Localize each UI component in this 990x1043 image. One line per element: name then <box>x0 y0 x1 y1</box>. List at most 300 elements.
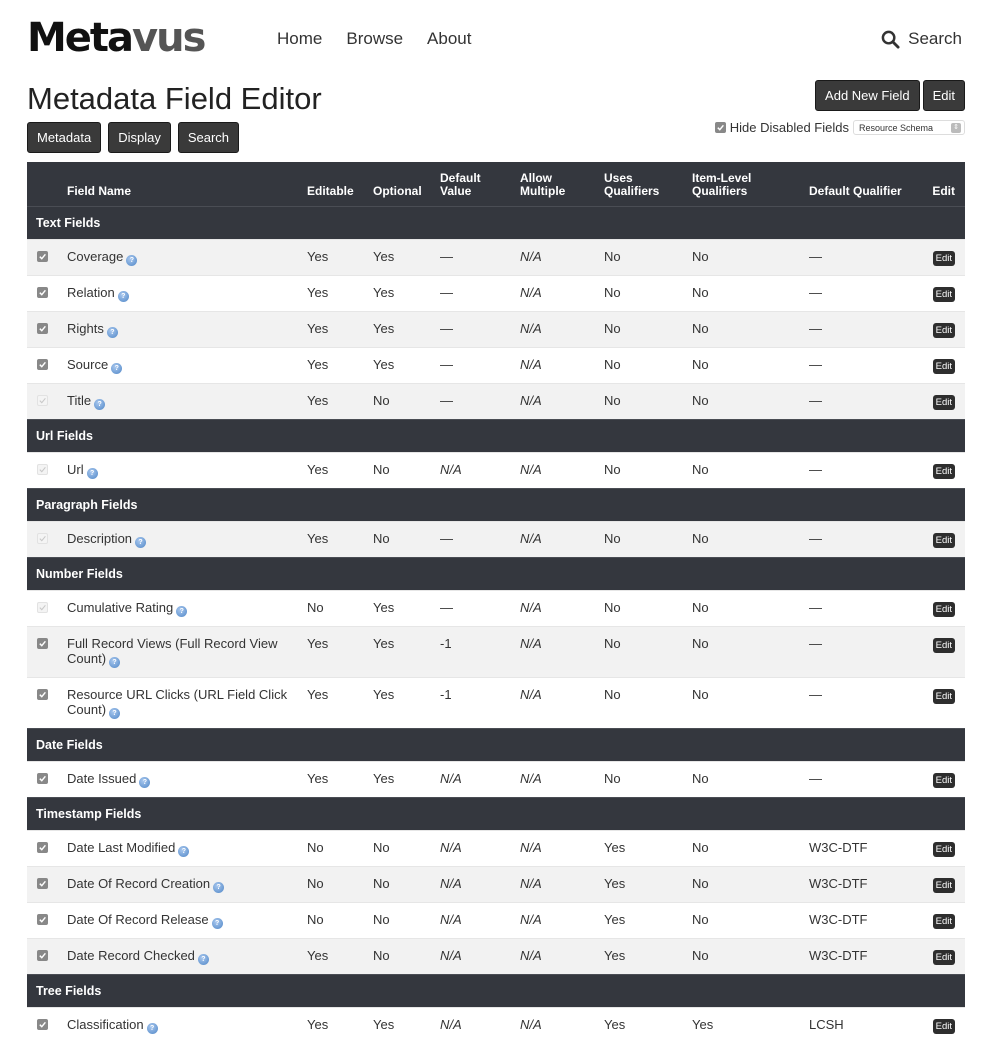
allow-multiple-cell: N/A <box>516 453 600 489</box>
check-icon <box>38 915 47 924</box>
field-name-cell <box>63 831 303 867</box>
col-editable: Editable <box>303 162 369 207</box>
field-name-cell <box>63 348 303 384</box>
edit-cell <box>921 348 965 384</box>
field-name-cell <box>63 627 303 678</box>
help-icon[interactable]: ? <box>107 327 118 338</box>
table-row <box>27 240 965 276</box>
edit-field-button[interactable]: Edit <box>933 464 955 479</box>
editable-cell: No <box>303 903 369 939</box>
default-value-cell: -1 <box>436 627 516 678</box>
default-value-cell: — <box>436 312 516 348</box>
optional-cell: No <box>369 939 436 975</box>
optional-cell: No <box>369 522 436 558</box>
edit-field-button[interactable]: Edit <box>933 395 955 410</box>
select-arrows-icon: ⇕ <box>951 123 961 133</box>
field-name-cell <box>63 939 303 975</box>
editable-cell: Yes <box>303 312 369 348</box>
default-value-cell: N/A <box>436 1008 516 1043</box>
optional-cell: No <box>369 384 436 420</box>
field-name-cell <box>63 276 303 312</box>
enabled-cell <box>27 903 63 939</box>
uses-qualifiers-cell: Yes <box>600 867 688 903</box>
default-qualifier-cell: — <box>805 762 921 798</box>
field-name-cell <box>63 867 303 903</box>
check-icon <box>38 951 47 960</box>
section-title: Paragraph Fields <box>27 489 965 522</box>
enabled-checkbox[interactable] <box>37 1019 48 1030</box>
default-qualifier-cell: W3C-DTF <box>805 867 921 903</box>
table-row <box>27 831 965 867</box>
check-icon <box>38 252 47 261</box>
allow-multiple-cell: N/A <box>516 348 600 384</box>
table-row <box>27 348 965 384</box>
default-qualifier-cell: — <box>805 312 921 348</box>
allow-multiple-cell: N/A <box>516 762 600 798</box>
edit-cell <box>921 939 965 975</box>
edit-cell <box>921 678 965 729</box>
uses-qualifiers-cell: No <box>600 312 688 348</box>
edit-field-button[interactable]: Edit <box>933 359 955 374</box>
section-title: Url Fields <box>27 420 965 453</box>
default-value-cell: N/A <box>436 453 516 489</box>
allow-multiple-cell: N/A <box>516 1008 600 1043</box>
uses-qualifiers-cell: No <box>600 678 688 729</box>
uses-qualifiers-cell: Yes <box>600 831 688 867</box>
check-icon <box>38 603 47 612</box>
edit-cell <box>921 1008 965 1043</box>
edit-field-button[interactable]: Edit <box>933 251 955 266</box>
allow-multiple-cell: N/A <box>516 867 600 903</box>
default-value-cell: — <box>436 276 516 312</box>
editable-cell: Yes <box>303 348 369 384</box>
edit-field-button[interactable]: Edit <box>933 323 955 338</box>
uses-qualifiers-cell: No <box>600 384 688 420</box>
optional-cell: Yes <box>369 591 436 627</box>
editable-cell: No <box>303 867 369 903</box>
table-row <box>27 384 965 420</box>
optional-cell: Yes <box>369 240 436 276</box>
enabled-cell <box>27 276 63 312</box>
section-title: Number Fields <box>27 558 965 591</box>
uses-qualifiers-cell: No <box>600 240 688 276</box>
help-icon[interactable]: ? <box>94 399 105 410</box>
table-row <box>27 939 965 975</box>
enabled-cell <box>27 867 63 903</box>
section-title: Date Fields <box>27 729 965 762</box>
help-icon[interactable]: ? <box>139 777 150 788</box>
editable-cell: Yes <box>303 453 369 489</box>
item-level-qualifiers-cell: No <box>688 276 805 312</box>
default-qualifier-cell: — <box>805 591 921 627</box>
edit-cell <box>921 453 965 489</box>
field-name-cell <box>63 240 303 276</box>
col-uses-qualifiers: Uses Qualifiers <box>600 162 688 207</box>
default-qualifier-cell: — <box>805 627 921 678</box>
section-title: Timestamp Fields <box>27 798 965 831</box>
edit-cell <box>921 903 965 939</box>
item-level-qualifiers-cell: No <box>688 939 805 975</box>
allow-multiple-cell: N/A <box>516 240 600 276</box>
table-row <box>27 678 965 729</box>
optional-cell: Yes <box>369 312 436 348</box>
optional-cell: Yes <box>369 1008 436 1043</box>
uses-qualifiers-cell: No <box>600 591 688 627</box>
item-level-qualifiers-cell: No <box>688 867 805 903</box>
item-level-qualifiers-cell: No <box>688 348 805 384</box>
nav-about[interactable]: About <box>427 29 472 48</box>
uses-qualifiers-cell: No <box>600 522 688 558</box>
default-value-cell: N/A <box>436 762 516 798</box>
edit-field-button[interactable]: Edit <box>933 878 955 893</box>
allow-multiple-cell: N/A <box>516 939 600 975</box>
uses-qualifiers-cell: No <box>600 627 688 678</box>
field-name: Date Of Record Creation <box>67 876 211 892</box>
default-value-cell: — <box>436 384 516 420</box>
item-level-qualifiers-cell: No <box>688 240 805 276</box>
field-name: Rights <box>67 321 104 337</box>
help-icon[interactable]: ? <box>212 918 223 929</box>
col-field-name: Field Name <box>63 162 303 207</box>
optional-cell: Yes <box>369 276 436 312</box>
help-icon[interactable]: ? <box>109 708 120 719</box>
section-header <box>27 729 965 762</box>
edit-cell <box>921 522 965 558</box>
fields-table <box>27 162 965 1043</box>
section-header <box>27 420 965 453</box>
tab-display[interactable]: Display <box>108 122 171 153</box>
edit-cell <box>921 591 965 627</box>
nav-browse[interactable]: Browse <box>346 29 404 48</box>
item-level-qualifiers-cell: Yes <box>688 1008 805 1043</box>
field-name: Date Record Checked <box>67 948 195 964</box>
field-name: Coverage <box>67 249 124 265</box>
edit-cell <box>921 384 965 420</box>
edit-cell <box>921 867 965 903</box>
default-qualifier-cell: — <box>805 453 921 489</box>
check-icon <box>38 465 47 474</box>
allow-multiple-cell: N/A <box>516 831 600 867</box>
field-name: Relation <box>67 285 115 301</box>
section-header <box>27 489 965 522</box>
enabled-checkbox[interactable] <box>37 950 48 961</box>
schema-select-value: Resource Schema <box>859 122 934 133</box>
title-row <box>27 80 965 162</box>
edit-schema-button[interactable]: Edit <box>923 80 965 111</box>
table-row <box>27 522 965 558</box>
editable-cell: Yes <box>303 678 369 729</box>
editable-cell: No <box>303 591 369 627</box>
editable-cell: Yes <box>303 384 369 420</box>
allow-multiple-cell: N/A <box>516 522 600 558</box>
edit-cell <box>921 276 965 312</box>
uses-qualifiers-cell: No <box>600 348 688 384</box>
add-new-field-button[interactable]: Add New Field <box>815 80 920 111</box>
default-value-cell: — <box>436 522 516 558</box>
edit-cell <box>921 627 965 678</box>
item-level-qualifiers-cell: No <box>688 312 805 348</box>
default-value-cell: N/A <box>436 831 516 867</box>
edit-field-button[interactable]: Edit <box>933 638 955 653</box>
col-item-level-qualifiers: Item-Level Qualifiers <box>688 162 805 207</box>
help-icon[interactable]: ? <box>118 291 129 302</box>
field-name-cell <box>63 903 303 939</box>
edit-field-button[interactable]: Edit <box>933 689 955 704</box>
check-icon <box>38 879 47 888</box>
enabled-checkbox[interactable] <box>37 689 48 700</box>
field-name-cell <box>63 1008 303 1043</box>
optional-cell: No <box>369 867 436 903</box>
uses-qualifiers-cell: No <box>600 276 688 312</box>
editable-cell: Yes <box>303 1008 369 1043</box>
optional-cell: Yes <box>369 348 436 384</box>
editor-tabs <box>27 122 239 153</box>
enabled-checkbox[interactable] <box>37 842 48 853</box>
check-icon <box>38 774 47 783</box>
field-name-cell <box>63 522 303 558</box>
edit-field-button[interactable]: Edit <box>933 842 955 857</box>
default-qualifier-cell: — <box>805 240 921 276</box>
allow-multiple-cell: N/A <box>516 627 600 678</box>
allow-multiple-cell: N/A <box>516 903 600 939</box>
default-value-cell: — <box>436 240 516 276</box>
enabled-checkbox <box>37 395 48 406</box>
section-title: Text Fields <box>27 207 965 240</box>
enabled-cell <box>27 312 63 348</box>
enabled-checkbox <box>37 464 48 475</box>
enabled-cell <box>27 384 63 420</box>
optional-cell: Yes <box>369 762 436 798</box>
table-row <box>27 453 965 489</box>
field-name: Date Last Modified <box>67 840 176 856</box>
top-bar <box>27 0 965 80</box>
enabled-checkbox[interactable] <box>37 878 48 889</box>
editable-cell: Yes <box>303 762 369 798</box>
editable-cell: No <box>303 831 369 867</box>
col-allow-multiple: Allow Multiple <box>516 162 600 207</box>
field-name: Resource URL Clicks (URL Field Click Count) <box>67 687 288 718</box>
col-default-qualifier: Default Qualifier <box>805 162 921 207</box>
field-name-cell <box>63 312 303 348</box>
logo[interactable] <box>27 15 205 61</box>
allow-multiple-cell: N/A <box>516 591 600 627</box>
help-icon[interactable]: ? <box>135 537 146 548</box>
enabled-checkbox[interactable] <box>37 638 48 649</box>
default-qualifier-cell: W3C-DTF <box>805 939 921 975</box>
allow-multiple-cell: N/A <box>516 384 600 420</box>
field-name: Date Issued <box>67 771 137 787</box>
default-qualifier-cell: W3C-DTF <box>805 903 921 939</box>
enabled-checkbox[interactable] <box>37 359 48 370</box>
edit-cell <box>921 240 965 276</box>
page-actions <box>815 80 965 111</box>
help-icon[interactable]: ? <box>109 657 120 668</box>
optional-cell: Yes <box>369 678 436 729</box>
tab-search[interactable]: Search <box>178 122 239 153</box>
section-header <box>27 798 965 831</box>
editable-cell: Yes <box>303 627 369 678</box>
default-qualifier-cell: W3C-DTF <box>805 831 921 867</box>
allow-multiple-cell: N/A <box>516 276 600 312</box>
table-row <box>27 312 965 348</box>
hide-disabled-checkbox[interactable] <box>715 122 726 133</box>
check-icon <box>38 639 47 648</box>
enabled-cell <box>27 522 63 558</box>
check-icon <box>716 123 725 132</box>
default-value-cell: N/A <box>436 903 516 939</box>
enabled-checkbox[interactable] <box>37 914 48 925</box>
field-name-cell <box>63 384 303 420</box>
enabled-checkbox[interactable] <box>37 323 48 334</box>
check-icon <box>38 1020 47 1029</box>
item-level-qualifiers-cell: No <box>688 678 805 729</box>
check-icon <box>38 690 47 699</box>
edit-field-button[interactable]: Edit <box>933 602 955 617</box>
hide-disabled-label: Hide Disabled Fields <box>729 120 849 135</box>
main-nav <box>277 29 471 49</box>
field-name: Date Of Record Release <box>67 912 209 928</box>
search-icon <box>881 30 900 49</box>
item-level-qualifiers-cell: No <box>688 831 805 867</box>
field-name: Cumulative Rating <box>67 600 174 616</box>
optional-cell: Yes <box>369 627 436 678</box>
help-icon[interactable]: ? <box>126 255 137 266</box>
col-default-value: Default Value <box>436 162 516 207</box>
default-value-cell: -1 <box>436 678 516 729</box>
default-value-cell: — <box>436 348 516 384</box>
item-level-qualifiers-cell: No <box>688 762 805 798</box>
editable-cell: Yes <box>303 939 369 975</box>
enabled-cell <box>27 453 63 489</box>
enabled-checkbox[interactable] <box>37 251 48 262</box>
check-icon <box>38 324 47 333</box>
allow-multiple-cell: N/A <box>516 678 600 729</box>
default-qualifier-cell: — <box>805 678 921 729</box>
page-title: Metadata Field Editor <box>27 81 322 116</box>
search-label: Search <box>908 29 962 48</box>
default-value-cell: — <box>436 591 516 627</box>
enabled-cell <box>27 591 63 627</box>
table-row <box>27 1008 965 1043</box>
uses-qualifiers-cell: Yes <box>600 1008 688 1043</box>
tab-metadata[interactable]: Metadata <box>27 122 101 153</box>
default-value-cell: N/A <box>436 867 516 903</box>
help-icon[interactable]: ? <box>87 468 98 479</box>
default-qualifier-cell: LCSH <box>805 1008 921 1043</box>
enabled-checkbox[interactable] <box>37 773 48 784</box>
nav-home[interactable]: Home <box>277 29 323 48</box>
table-row <box>27 903 965 939</box>
enabled-cell <box>27 678 63 729</box>
optional-cell: No <box>369 831 436 867</box>
edit-field-button[interactable]: Edit <box>933 1019 955 1034</box>
uses-qualifiers-cell: Yes <box>600 939 688 975</box>
item-level-qualifiers-cell: No <box>688 903 805 939</box>
check-icon <box>38 360 47 369</box>
help-icon[interactable]: ? <box>147 1023 158 1034</box>
field-name-cell <box>63 762 303 798</box>
field-name: Classification <box>67 1017 144 1033</box>
table-row <box>27 276 965 312</box>
check-icon <box>38 396 47 405</box>
item-level-qualifiers-cell: No <box>688 591 805 627</box>
enabled-cell <box>27 627 63 678</box>
search-link[interactable] <box>881 29 962 49</box>
edit-field-button[interactable]: Edit <box>933 950 955 965</box>
enabled-cell <box>27 762 63 798</box>
section-header <box>27 975 965 1008</box>
edit-field-button[interactable]: Edit <box>933 914 955 929</box>
help-icon[interactable]: ? <box>178 846 189 857</box>
enabled-cell <box>27 1008 63 1043</box>
schema-select[interactable] <box>853 120 965 135</box>
enabled-cell <box>27 240 63 276</box>
check-icon <box>38 288 47 297</box>
field-name: Title <box>67 393 92 409</box>
default-qualifier-cell: — <box>805 384 921 420</box>
default-value-cell: N/A <box>436 939 516 975</box>
enabled-checkbox <box>37 602 48 613</box>
table-row <box>27 762 965 798</box>
logo-accent: vus <box>132 15 205 61</box>
item-level-qualifiers-cell: No <box>688 384 805 420</box>
table-row <box>27 591 965 627</box>
field-name: Url <box>67 462 84 478</box>
help-icon[interactable]: ? <box>176 606 187 617</box>
col-optional: Optional <box>369 162 436 207</box>
help-icon[interactable]: ? <box>198 954 209 965</box>
table-body <box>27 207 965 1043</box>
help-icon[interactable]: ? <box>213 882 224 893</box>
edit-field-button[interactable]: Edit <box>933 773 955 788</box>
field-name-cell <box>63 591 303 627</box>
edit-cell <box>921 831 965 867</box>
uses-qualifiers-cell: No <box>600 453 688 489</box>
table-row <box>27 867 965 903</box>
uses-qualifiers-cell: No <box>600 762 688 798</box>
edit-field-button[interactable]: Edit <box>933 287 955 302</box>
check-icon <box>38 534 47 543</box>
logo-main: Meta <box>27 15 133 61</box>
edit-field-button[interactable]: Edit <box>933 533 955 548</box>
col-edit: Edit <box>921 162 965 207</box>
default-qualifier-cell: — <box>805 348 921 384</box>
edit-cell <box>921 762 965 798</box>
filters <box>715 120 965 135</box>
page <box>27 0 965 1033</box>
editable-cell: Yes <box>303 240 369 276</box>
enabled-checkbox <box>37 533 48 544</box>
uses-qualifiers-cell: Yes <box>600 903 688 939</box>
col-enabled <box>27 162 63 207</box>
field-name: Source <box>67 357 109 373</box>
table-row <box>27 627 965 678</box>
allow-multiple-cell: N/A <box>516 312 600 348</box>
enabled-cell <box>27 939 63 975</box>
editable-cell: Yes <box>303 276 369 312</box>
optional-cell: No <box>369 453 436 489</box>
field-name: Description <box>67 531 133 547</box>
editable-cell: Yes <box>303 522 369 558</box>
enabled-cell <box>27 348 63 384</box>
help-icon[interactable]: ? <box>111 363 122 374</box>
section-title: Tree Fields <box>27 975 965 1008</box>
table-header-row <box>27 162 965 207</box>
section-header <box>27 558 965 591</box>
enabled-checkbox[interactable] <box>37 287 48 298</box>
item-level-qualifiers-cell: No <box>688 522 805 558</box>
item-level-qualifiers-cell: No <box>688 453 805 489</box>
